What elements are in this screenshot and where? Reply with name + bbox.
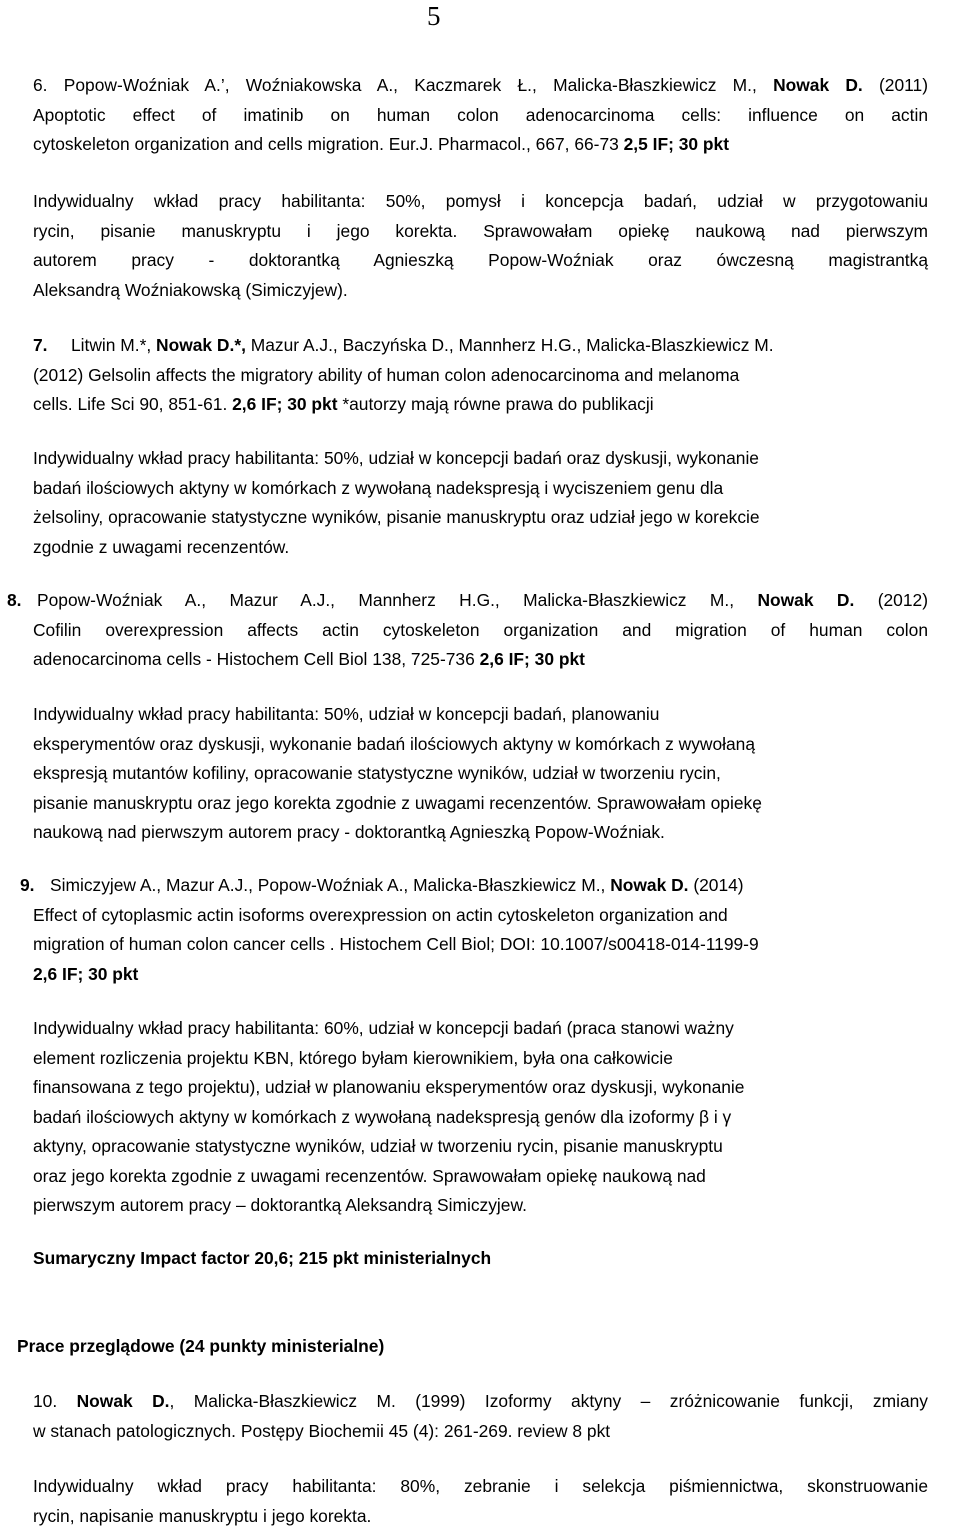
contribution-paragraph-9 (33, 1014, 928, 1221)
entry-citation-line (33, 331, 928, 361)
habilitant-name: Nowak D. (76, 1391, 170, 1411)
year: (2011) (862, 75, 928, 95)
authors: Litwin M.*, (71, 335, 157, 355)
entry-journal-line: w stanach patologicznych. Postępy Biochemii 45 (4): 261-269. review 8 pkt (33, 1420, 611, 1441)
year: (2014) (688, 875, 744, 895)
publication-entry-9 (20, 871, 928, 989)
contribution-paragraph-8 (33, 700, 928, 848)
paragraph-line: badań ilościowych aktyny w komórkach z wywołaną nadekspresją genów dla izoformy β i γ (33, 1106, 732, 1127)
habilitant-name: Nowak D. (773, 75, 863, 95)
entry-number: 10. (33, 1391, 77, 1411)
paragraph-line: Indywidualny wkład pracy habilitanta: 60%, udział w koncepcji badań (praca stanowi ważny (33, 1018, 734, 1038)
paragraph-line: aktyny, opracowanie statystyczne wyników, udział w tworzeniu rycin, pisanie manuskryptu (33, 1136, 723, 1156)
authors: Popow-Woźniak A., Mazur A.J., Mannherz H.G., Malicka-Błaszkiewicz M., (37, 590, 758, 610)
impact-factor: 2,6 IF; 30 pkt (479, 649, 585, 669)
authors: Mazur A.J., Baczyńska D., Mannherz H.G., Malicka-Blaszkiewicz M. (245, 335, 774, 355)
paragraph-line: pierwszym autorem pracy – doktorantką Aleksandrą Simiczyjew. (33, 1195, 527, 1215)
contribution-paragraph-7 (33, 444, 928, 562)
authors: Simiczyjew A., Mazur A.J., Popow-Woźniak A., Malicka-Błaszkiewicz M., (50, 875, 611, 895)
paragraph-line: zgodnie z uwagami recenzentów. (33, 536, 290, 557)
authors: , Malicka-Błaszkiewicz M. (1999) Izoformy aktyny – zróżnicowanie funkcji, zmiany (169, 1391, 929, 1411)
paragraph-line: autorem pracy - doktorantką Agnieszką Popow-Woźniak oraz ówczesną magistrantką (33, 250, 928, 270)
paragraph-line: Indywidualny wkład pracy habilitanta: 80%, zebranie i selekcja piśmiennictwa, skonstruowanie (33, 1476, 928, 1496)
entry-citation-line (7, 586, 928, 616)
paragraph-line: Indywidualny wkład pracy habilitanta: 50%, pomysł i koncepcja badań, udział w przygotowaniu (33, 191, 928, 211)
entry-title-line: Apoptotic effect of imatinib on human colon adenocarcinoma cells: influence on actin (33, 104, 928, 125)
entry-journal-line (33, 645, 928, 675)
entry-title-line: Cofilin overexpression affects actin cytoskeleton organization and migration of human colon (33, 619, 928, 640)
page-number: 5 (427, 1, 441, 31)
entry-journal-line (33, 130, 928, 160)
paragraph-line: Indywidualny wkład pracy habilitanta: 50%, udział w koncepcji badań oraz dyskusji, wykonanie (33, 448, 759, 468)
entry-number: 7. (33, 335, 48, 355)
paragraph-line: element rozliczenia projektu KBN, którego byłam kierownikiem, była ona całkowicie (33, 1047, 673, 1068)
entry-title-line: Effect of cytoplasmic actin isoforms overexpression on actin cytoskeleton organization and (33, 904, 728, 925)
paragraph-line: rycin, napisanie manuskryptu i jego korekta. (33, 1505, 372, 1526)
paragraph-line: Indywidualny wkład pracy habilitanta: 50%, udział w koncepcji badań, planowaniu (33, 704, 660, 724)
entry-number: 6. (33, 75, 48, 95)
publication-entry-7 (33, 331, 928, 420)
journal: cytoskeleton organization and cells migration. Eur.J. Pharmacol., 667, 66-73 (33, 134, 624, 154)
author: Popow-Woźniak A. (63, 75, 221, 95)
entry-citation-line (20, 871, 928, 901)
entry-citation-line (33, 71, 928, 101)
journal: adenocarcinoma cells - Histochem Cell Biol 138, 725-736 (33, 649, 480, 669)
paragraph-line: badań ilościowych aktyny w komórkach z wywołaną nadekspresją i wyciszeniem genu dla (33, 477, 724, 498)
impact-factor: 2,5 IF; 30 pkt (623, 134, 729, 154)
paragraph-line: żelsoliny, opracowanie statystyczne wyników, pisanie manuskryptu oraz udział jego w korekcie (33, 507, 760, 527)
contribution-paragraph-6 (33, 187, 928, 305)
publication-entry-10 (33, 1387, 928, 1446)
paragraph-line: naukową nad pierwszym autorem pracy - doktorantką Agnieszką Popow-Woźniak. (33, 822, 665, 842)
entry-title-line: (2012) Gelsolin affects the migratory ability of human colon adenocarcinoma and melanoma (33, 364, 740, 385)
paragraph-line: eksperymentów oraz dyskusji, wykonanie badań ilościowych aktyny w komórkach z wywołaną (33, 733, 756, 754)
paragraph-line: pisanie manuskryptu oraz jego korekta zgodnie z uwagami recenzentów. Sprawowałam opiekę (33, 792, 762, 813)
paragraph-line: Aleksandrą Woźniakowską (Simiczyjew). (33, 279, 348, 300)
journal: cells. Life Sci 90, 851-61. (33, 394, 233, 414)
entry-number: 8. (7, 590, 22, 610)
impact-factor: 2,6 IF; 30 pkt (33, 963, 139, 984)
note: *autorzy mają równe prawa do publikacji (337, 394, 654, 414)
impact-factor: 2,6 IF; 30 pkt (232, 394, 338, 414)
contribution-paragraph-10 (33, 1472, 928, 1531)
publication-entry-6 (33, 71, 928, 160)
paragraph-line: rycin, pisanie manuskryptu i jego korekta. Sprawowałam opiekę naukową nad pierwszym (33, 220, 928, 241)
habilitant-name: Nowak D. (757, 590, 855, 610)
entry-journal-line (33, 390, 928, 420)
habilitant-name: Nowak D. (610, 875, 689, 895)
year: (2012) (854, 590, 928, 610)
paragraph-line: finansowana z tego projektu), udział w planowaniu eksperymentów oraz dyskusji, wykonanie (33, 1077, 745, 1097)
entry-number: 9. (20, 875, 35, 895)
entry-title-line: migration of human colon cancer cells . Histochem Cell Biol; DOI: 10.1007/s00418-014-1199-9 (33, 934, 759, 954)
impact-factor-summary: Sumaryczny Impact factor 20,6; 215 pkt ministerialnych (33, 1248, 492, 1268)
paragraph-line: oraz jego korekta zgodnie z uwagami recenzentów. Sprawowałam opiekę naukową nad (33, 1165, 706, 1186)
publication-entry-8 (7, 586, 928, 675)
paragraph-line: ekspresją mutantów kofiliny, opracowanie statystyczne wyników, udział w tworzeniu rycin, (33, 763, 721, 783)
entry-citation-line (33, 1387, 928, 1417)
authors: ’, Woźniakowska A., Kaczmarek Ł., Malicka-Błaszkiewicz M., (220, 75, 774, 95)
reviews-heading: Prace przeglądowe (24 punkty ministerialne) (17, 1336, 385, 1356)
habilitant-name: Nowak D.*, (156, 335, 246, 355)
